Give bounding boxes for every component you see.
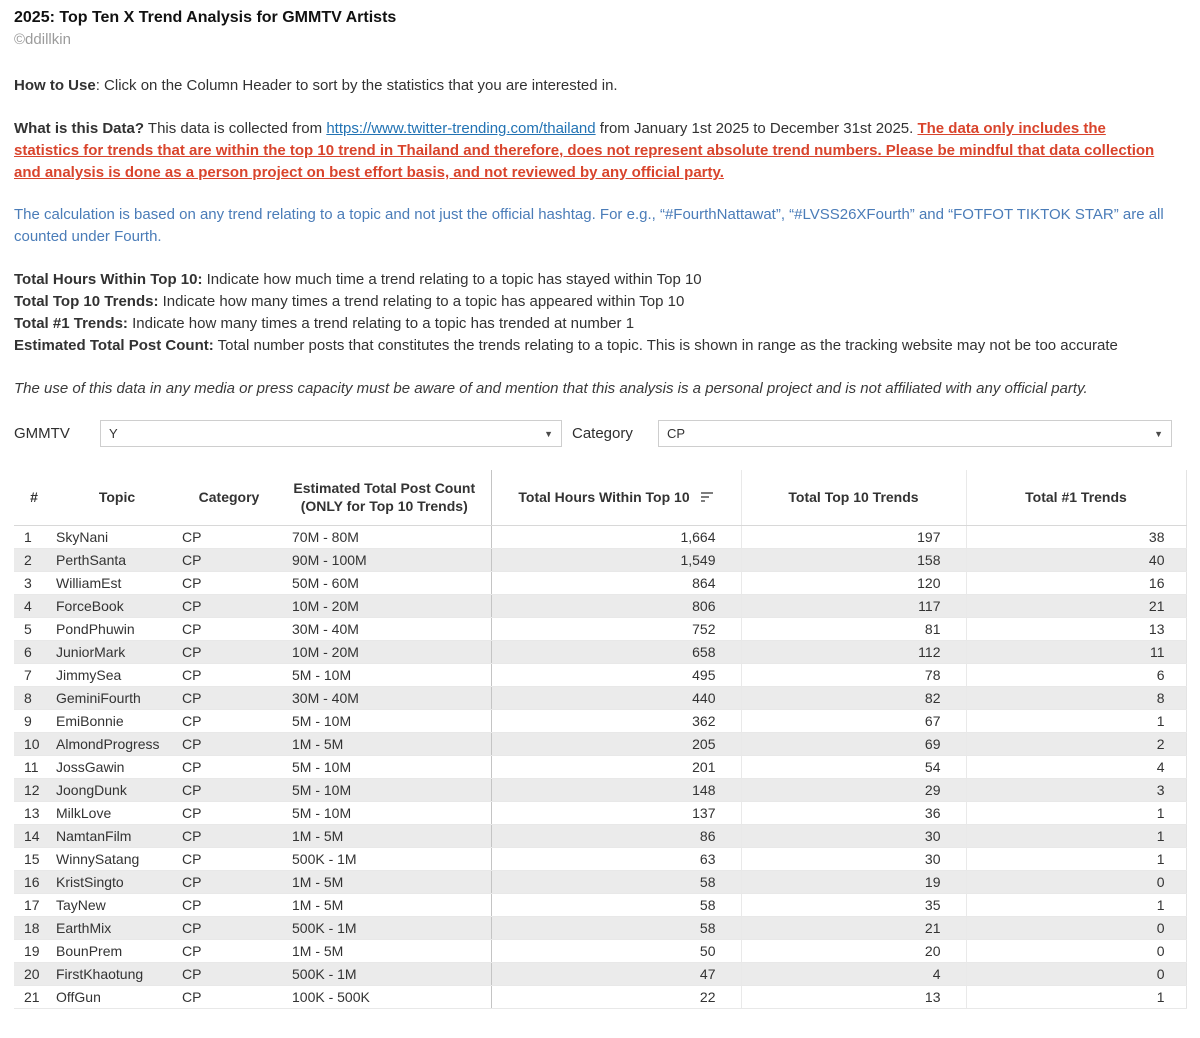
cell-topic[interactable]: EarthMix: [54, 916, 180, 939]
table-row: [14, 594, 1186, 617]
cell-topic[interactable]: JuniorMark: [54, 640, 180, 663]
cell-num1-trends[interactable]: 1: [966, 985, 1186, 1008]
cell-hours[interactable]: 50: [491, 939, 741, 962]
table-row: [14, 755, 1186, 778]
cell-rank[interactable]: 10: [14, 732, 54, 755]
what-is-body-1: This data is collected from: [144, 120, 327, 137]
cell-top10-trends[interactable]: 21: [741, 916, 966, 939]
cell-top10-trends[interactable]: 36: [741, 801, 966, 824]
column-header-hours[interactable]: Total Hours Within Top 10: [491, 470, 741, 525]
table-row: [14, 801, 1186, 824]
cell-hours[interactable]: 137: [491, 801, 741, 824]
cell-num1-trends[interactable]: 1: [966, 847, 1186, 870]
cell-category[interactable]: CP: [180, 640, 278, 663]
cell-topic[interactable]: NamtanFilm: [54, 824, 180, 847]
page-title: 2025: Top Ten X Trend Analysis for GMMTV Artists: [14, 9, 397, 26]
cell-rank[interactable]: 16: [14, 870, 54, 893]
cell-rank[interactable]: 17: [14, 893, 54, 916]
cell-post-count[interactable]: 500K - 1M: [278, 962, 491, 985]
cell-topic[interactable]: AlmondProgress: [54, 732, 180, 755]
cell-category[interactable]: CP: [180, 962, 278, 985]
cell-top10-trends[interactable]: 197: [741, 525, 966, 548]
cell-hours[interactable]: 205: [491, 732, 741, 755]
cell-top10-trends[interactable]: 67: [741, 709, 966, 732]
table-row: [14, 709, 1186, 732]
table-row: [14, 916, 1186, 939]
cell-hours[interactable]: 658: [491, 640, 741, 663]
cell-category[interactable]: CP: [180, 548, 278, 571]
cell-hours[interactable]: 58: [491, 870, 741, 893]
cell-category[interactable]: CP: [180, 617, 278, 640]
cell-category[interactable]: CP: [180, 939, 278, 962]
cell-topic[interactable]: BounPrem: [54, 939, 180, 962]
definition-total-hours: Total Hours Within Top 10: Indicate how much time a trend relating to a topic has stayed within Top 10: [14, 271, 702, 288]
cell-num1-trends[interactable]: 0: [966, 939, 1186, 962]
cell-category[interactable]: CP: [180, 870, 278, 893]
table-row: [14, 663, 1186, 686]
cell-topic[interactable]: ForceBook: [54, 594, 180, 617]
cell-topic[interactable]: EmiBonnie: [54, 709, 180, 732]
cell-hours[interactable]: 440: [491, 686, 741, 709]
category-filter-label: Category: [572, 425, 633, 442]
cell-category[interactable]: CP: [180, 709, 278, 732]
cell-rank[interactable]: 13: [14, 801, 54, 824]
cell-hours[interactable]: 22: [491, 985, 741, 1008]
cell-post-count[interactable]: 5M - 10M: [278, 755, 491, 778]
cell-rank[interactable]: 5: [14, 617, 54, 640]
cell-top10-trends[interactable]: 69: [741, 732, 966, 755]
cell-rank[interactable]: 9: [14, 709, 54, 732]
definition-total-top10: Total Top 10 Trends: Indicate how many times a trend relating to a topic has appeared within Top 10: [14, 293, 685, 310]
cell-num1-trends[interactable]: 1: [966, 801, 1186, 824]
cell-category[interactable]: CP: [180, 525, 278, 548]
data-warning-text: The data only includes the statistics for trends that are within the top 10 trend in Thailand and therefore, does not represent absolute trend numbers. Please be mindful that data collection and analysis is done as a person project on best effort basis, and not reviewed by any official party.: [14, 120, 1155, 181]
dropdown-caret-icon: ▼: [544, 428, 553, 439]
gmmtv-filter-dropdown[interactable]: [100, 420, 562, 447]
cell-top10-trends[interactable]: 20: [741, 939, 966, 962]
table-row: [14, 732, 1186, 755]
cell-rank[interactable]: 21: [14, 985, 54, 1008]
cell-category[interactable]: CP: [180, 732, 278, 755]
table-row: [14, 962, 1186, 985]
cell-topic[interactable]: JimmySea: [54, 663, 180, 686]
cell-top10-trends[interactable]: 30: [741, 824, 966, 847]
cell-hours[interactable]: 1,664: [491, 525, 741, 548]
cell-top10-trends[interactable]: 54: [741, 755, 966, 778]
cell-rank[interactable]: 1: [14, 525, 54, 548]
cell-post-count[interactable]: 5M - 10M: [278, 778, 491, 801]
cell-topic[interactable]: SkyNani: [54, 525, 180, 548]
cell-rank[interactable]: 15: [14, 847, 54, 870]
cell-num1-trends[interactable]: 40: [966, 548, 1186, 571]
cell-top10-trends[interactable]: 29: [741, 778, 966, 801]
cell-hours[interactable]: 63: [491, 847, 741, 870]
cell-rank[interactable]: 14: [14, 824, 54, 847]
table-row: [14, 686, 1186, 709]
cell-category[interactable]: CP: [180, 824, 278, 847]
calculation-note: The calculation is based on any trend relating to a topic and not just the official hashtag. For e.g., “#FourthNattawat”, “#LVSS26XFourth” and “FOTFOT TIKTOK STAR” are all counted under Fourth.: [14, 206, 1164, 245]
cell-rank[interactable]: 2: [14, 548, 54, 571]
cell-category[interactable]: CP: [180, 778, 278, 801]
cell-topic[interactable]: WinnySatang: [54, 847, 180, 870]
cell-category[interactable]: CP: [180, 594, 278, 617]
definition-post-count: Estimated Total Post Count: Total number posts that constitutes the trends relating to a topic. This is shown in range as the tracking website may not be too accurate: [14, 337, 1118, 354]
table-row: [14, 824, 1186, 847]
how-to-use-body: : Click on the Column Header to sort by the statistics that you are interested in.: [95, 77, 618, 94]
cell-topic[interactable]: OffGun: [54, 985, 180, 1008]
cell-hours[interactable]: 58: [491, 893, 741, 916]
cell-num1-trends[interactable]: 38: [966, 525, 1186, 548]
cell-post-count[interactable]: 5M - 10M: [278, 801, 491, 824]
gmmtv-filter-value: Y: [109, 426, 118, 441]
cell-top10-trends[interactable]: 117: [741, 594, 966, 617]
dropdown-caret-icon: ▼: [1154, 428, 1163, 439]
table-row: [14, 778, 1186, 801]
column-header-topic[interactable]: Topic: [54, 470, 180, 525]
cell-post-count[interactable]: 5M - 10M: [278, 663, 491, 686]
cell-num1-trends[interactable]: 1: [966, 824, 1186, 847]
cell-post-count[interactable]: 30M - 40M: [278, 686, 491, 709]
table-row: [14, 548, 1186, 571]
what-is-data-text: [14, 118, 1174, 184]
column-header-post-count[interactable]: Estimated Total Post Count (ONLY for Top 10 Trends): [278, 470, 491, 525]
cell-num1-trends[interactable]: 3: [966, 778, 1186, 801]
cell-topic[interactable]: TayNew: [54, 893, 180, 916]
table-header: [14, 470, 1186, 525]
cell-hours[interactable]: 58: [491, 916, 741, 939]
cell-category[interactable]: CP: [180, 985, 278, 1008]
table-row: [14, 617, 1186, 640]
column-header-rank[interactable]: #: [14, 470, 54, 525]
cell-post-count[interactable]: 1M - 5M: [278, 870, 491, 893]
cell-top10-trends[interactable]: 30: [741, 847, 966, 870]
table-body: [14, 525, 1186, 1008]
cell-post-count[interactable]: 90M - 100M: [278, 548, 491, 571]
cell-topic[interactable]: PondPhuwin: [54, 617, 180, 640]
cell-num1-trends[interactable]: 4: [966, 755, 1186, 778]
cell-num1-trends[interactable]: 0: [966, 916, 1186, 939]
cell-category[interactable]: CP: [180, 916, 278, 939]
cell-category[interactable]: CP: [180, 686, 278, 709]
cell-num1-trends[interactable]: 16: [966, 571, 1186, 594]
category-filter-value: CP: [667, 426, 686, 441]
cell-hours[interactable]: 148: [491, 778, 741, 801]
cell-num1-trends[interactable]: 21: [966, 594, 1186, 617]
cell-rank[interactable]: 18: [14, 916, 54, 939]
cell-top10-trends[interactable]: 78: [741, 663, 966, 686]
cell-num1-trends[interactable]: 1: [966, 893, 1186, 916]
table-row: [14, 893, 1186, 916]
column-header-category[interactable]: Category: [180, 470, 278, 525]
cell-category[interactable]: CP: [180, 755, 278, 778]
table-row: [14, 525, 1186, 548]
cell-hours[interactable]: 864: [491, 571, 741, 594]
table-row: [14, 847, 1186, 870]
filter-bar: [14, 420, 1186, 447]
table-row: [14, 571, 1186, 594]
cell-top10-trends[interactable]: 158: [741, 548, 966, 571]
gmmtv-filter-label: GMMTV: [14, 425, 70, 442]
cell-rank[interactable]: 7: [14, 663, 54, 686]
cell-hours[interactable]: 752: [491, 617, 741, 640]
cell-topic[interactable]: GeminiFourth: [54, 686, 180, 709]
table-row: [14, 870, 1186, 893]
cell-num1-trends[interactable]: 6: [966, 663, 1186, 686]
press-disclaimer: The use of this data in any media or press capacity must be aware of and mention that this analysis is a personal project and is not affiliated with any official party.: [14, 380, 1088, 397]
cell-post-count[interactable]: 500K - 1M: [278, 916, 491, 939]
cell-rank[interactable]: 20: [14, 962, 54, 985]
cell-topic[interactable]: JoongDunk: [54, 778, 180, 801]
cell-post-count[interactable]: 1M - 5M: [278, 824, 491, 847]
what-is-body-2: from January 1st 2025 to December 31st 2025.: [595, 120, 918, 137]
cell-num1-trends[interactable]: 1: [966, 709, 1186, 732]
cell-top10-trends[interactable]: 19: [741, 870, 966, 893]
cell-post-count[interactable]: 500K - 1M: [278, 847, 491, 870]
cell-post-count[interactable]: 70M - 80M: [278, 525, 491, 548]
data-source-link[interactable]: https://www.twitter-trending.com/thailand: [326, 120, 596, 137]
cell-hours[interactable]: 495: [491, 663, 741, 686]
category-filter-dropdown[interactable]: [658, 420, 1172, 447]
cell-top10-trends[interactable]: 35: [741, 893, 966, 916]
cell-rank[interactable]: 4: [14, 594, 54, 617]
cell-post-count[interactable]: 1M - 5M: [278, 893, 491, 916]
cell-post-count[interactable]: 1M - 5M: [278, 939, 491, 962]
cell-num1-trends[interactable]: 8: [966, 686, 1186, 709]
author-credit: ©ddillkin: [14, 31, 71, 48]
cell-top10-trends[interactable]: 112: [741, 640, 966, 663]
cell-top10-trends[interactable]: 82: [741, 686, 966, 709]
cell-topic[interactable]: JossGawin: [54, 755, 180, 778]
cell-topic[interactable]: FirstKhaotung: [54, 962, 180, 985]
cell-rank[interactable]: 8: [14, 686, 54, 709]
cell-num1-trends[interactable]: 0: [966, 870, 1186, 893]
cell-post-count[interactable]: 100K - 500K: [278, 985, 491, 1008]
cell-topic[interactable]: KristSingto: [54, 870, 180, 893]
cell-num1-trends[interactable]: 11: [966, 640, 1186, 663]
cell-hours[interactable]: 362: [491, 709, 741, 732]
cell-num1-trends[interactable]: 2: [966, 732, 1186, 755]
cell-post-count[interactable]: 1M - 5M: [278, 732, 491, 755]
cell-hours[interactable]: 47: [491, 962, 741, 985]
cell-topic[interactable]: WilliamEst: [54, 571, 180, 594]
cell-hours[interactable]: 1,549: [491, 548, 741, 571]
cell-category[interactable]: CP: [180, 663, 278, 686]
cell-hours[interactable]: 806: [491, 594, 741, 617]
cell-hours[interactable]: 201: [491, 755, 741, 778]
what-is-label: What is this Data?: [14, 120, 145, 137]
table-row: [14, 939, 1186, 962]
cell-topic[interactable]: MilkLove: [54, 801, 180, 824]
cell-post-count[interactable]: 5M - 10M: [278, 709, 491, 732]
cell-rank[interactable]: 19: [14, 939, 54, 962]
cell-top10-trends[interactable]: 13: [741, 985, 966, 1008]
cell-top10-trends[interactable]: 81: [741, 617, 966, 640]
cell-rank[interactable]: 11: [14, 755, 54, 778]
cell-num1-trends[interactable]: 13: [966, 617, 1186, 640]
cell-post-count[interactable]: 10M - 20M: [278, 594, 491, 617]
cell-post-count[interactable]: 30M - 40M: [278, 617, 491, 640]
column-header-num1-trends[interactable]: Total #1 Trends: [966, 470, 1186, 525]
metric-definitions: [14, 269, 1174, 357]
cell-top10-trends[interactable]: 120: [741, 571, 966, 594]
cell-rank[interactable]: 12: [14, 778, 54, 801]
cell-rank[interactable]: 6: [14, 640, 54, 663]
cell-topic[interactable]: PerthSanta: [54, 548, 180, 571]
cell-rank[interactable]: 3: [14, 571, 54, 594]
cell-post-count[interactable]: 10M - 20M: [278, 640, 491, 663]
cell-category[interactable]: CP: [180, 801, 278, 824]
sort-descending-icon[interactable]: [700, 491, 714, 503]
column-header-top10-trends[interactable]: Total Top 10 Trends: [741, 470, 966, 525]
cell-category[interactable]: CP: [180, 847, 278, 870]
cell-post-count[interactable]: 50M - 60M: [278, 571, 491, 594]
how-to-use-label: How to Use: [14, 77, 96, 94]
cell-category[interactable]: CP: [180, 571, 278, 594]
cell-category[interactable]: CP: [180, 893, 278, 916]
definition-total-num1: Total #1 Trends: Indicate how many times a trend relating to a topic has trended at number 1: [14, 315, 635, 332]
how-to-use-text: [14, 75, 1174, 97]
table-row: [14, 640, 1186, 663]
cell-hours[interactable]: 86: [491, 824, 741, 847]
table-row: [14, 985, 1186, 1008]
trend-analysis-table: [14, 470, 1187, 1009]
cell-num1-trends[interactable]: 0: [966, 962, 1186, 985]
cell-top10-trends[interactable]: 4: [741, 962, 966, 985]
